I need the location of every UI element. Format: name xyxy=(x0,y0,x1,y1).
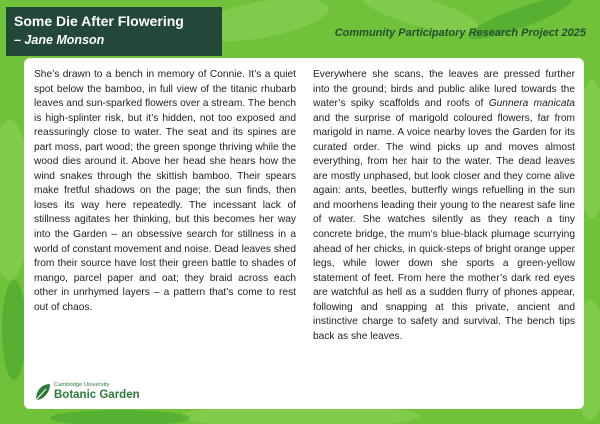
logo-big-text: Botanic Garden xyxy=(54,389,140,401)
right-text-part2: and the surprise of marigold coloured flowers, far from marigold in name. A voice nearby loves the Garden for its curated order. The wind picks up and moves almost everything, from her hair to the water. The dead leaves are mostly unphased, but look closer and they come alive again: ants, beetles, butterfly wings refuelling in the sun and moorhens leading their young to the nearest safe line of water. She watches silently as they reach a tiny concrete bridge, the mum’s blue-black plumage scurrying ahead of her chicks, in quick-steps of bright orange upper legs, while lower down she sports a green-yellow statement of feet. From here the mother’s dark red eyes are watchful as hell as a sudden flurry of phones appear, following and snapping at this private, ancient and instinctive charge to safety and survival. The bench tips back as she leaves. xyxy=(313,112,575,342)
botanic-garden-logo xyxy=(34,380,194,406)
project-label: Community Participatory Research Project 2025 xyxy=(334,27,586,39)
title-box xyxy=(6,7,222,56)
page-title: Some Die After Flowering xyxy=(14,13,184,29)
species-name: Gunnera manicata xyxy=(488,98,575,110)
author-name: – Jane Monson xyxy=(14,33,105,47)
right-text-part1: Everywhere she scans, the leaves are pressed further into the ground; birds and public alike lured towards the water’s spiky scaffolds and roofs of xyxy=(313,69,575,110)
left-column-text: She’s drawn to a bench in memory of Connie. It’s a quiet spot below the bamboo, in full view of the titanic rhubarb leaves and sun-sparked flowers over a stream. The bench is high-splinter risk, but it’s hidden, not too exposed and reassuringly close to water. The seat and its spines are part moss, part wood; the green sponge thriving while the wood dies around it. Above her head she hears how the wind snakes through the skittish bamboo. Their spears make fretful shadows on the page; the sun finds, then loses its way here repeatedly. The incessant lack of stillness agitates her thinking, but this becomes her way into the Garden – an obsessive search for stillness in a world of constant movement and noise. Dead leaves shed from their source have lost their green battle to shades of mango, parcel paper and oat; they braid across each other in unrhymed layers – a pattern that’s come to rest out of chaos. xyxy=(34,69,296,313)
right-column-text xyxy=(313,68,575,344)
logo-small-text: Cambridge University xyxy=(54,382,110,388)
leaf-icon xyxy=(34,382,52,402)
